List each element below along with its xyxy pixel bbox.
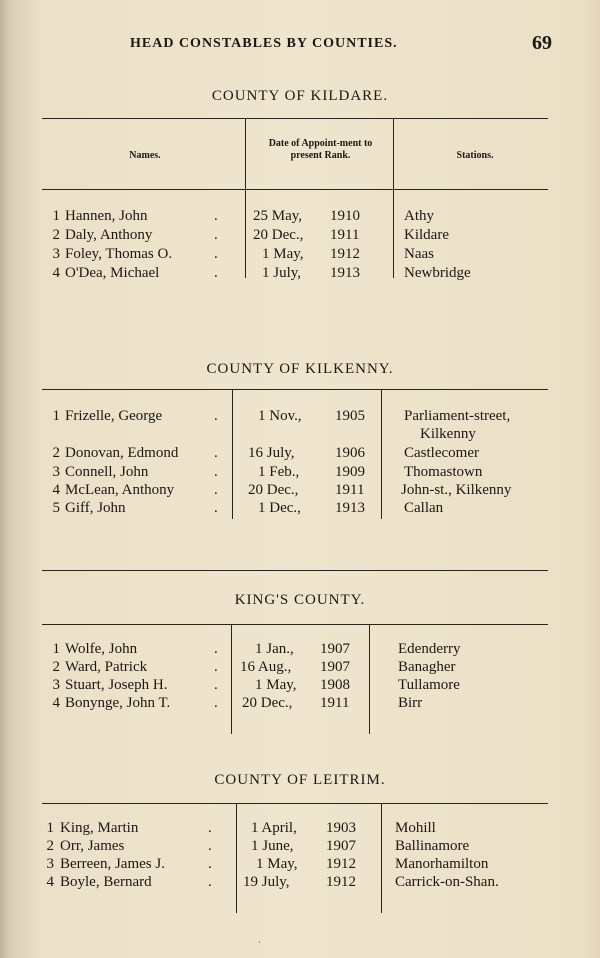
column-header-date: Date of Appoint-ment to present Rank. xyxy=(268,138,373,161)
section-rule xyxy=(42,803,548,804)
table-row: 4 McLean, Anthony . 20 Dec., 1911 John-st., Kilkenny xyxy=(52,482,512,498)
section-rule xyxy=(42,570,548,571)
table-row: 1 Wolfe, John . 1 Jan., 1907 Edenderry xyxy=(52,641,461,657)
table-row: 3 Foley, Thomas O. . 1 May, 1912 Naas xyxy=(52,246,434,262)
table-top-rule xyxy=(42,118,548,119)
page-mark: · xyxy=(258,938,261,947)
table-row: 2 Orr, James . 1 June, 1907 Ballinamore xyxy=(46,838,470,854)
section-title-kings-county: KING'S COUNTY. xyxy=(234,592,366,608)
table-row: 3 Stuart, Joseph H. . 1 May, 1908 Tullamore xyxy=(52,677,460,693)
table-row: 3 Connell, John . 1 Feb., 1909 Thomastown xyxy=(52,464,483,480)
table-row: 2 Donovan, Edmond . 16 July, 1906 Castlecomer xyxy=(52,445,479,461)
table-row: 4 O'Dea, Michael . 1 July, 1913 Newbridge xyxy=(52,265,471,281)
table-row: 1 King, Martin . 1 April, 1903 Mohill xyxy=(46,820,436,836)
table-row: 2 Ward, Patrick . 16 Aug., 1907 Banagher xyxy=(52,659,456,675)
section-rule xyxy=(42,624,548,625)
table-row: 3 Berreen, James J. . 1 May, 1912 Manorhamilton xyxy=(46,856,489,872)
header-bottom-rule xyxy=(42,189,548,190)
table-row: 4 Boyle, Bernard . 19 July, 1912 Carrick-on-Shan. xyxy=(46,874,499,890)
station-continuation: Kilkenny xyxy=(420,426,476,442)
table-row: 4 Bonynge, John T. . 20 Dec., 1911 Birr xyxy=(52,695,423,711)
table-row: 5 Giff, John . 1 Dec., 1913 Callan xyxy=(52,500,444,516)
section-title-kilkenny: COUNTY OF KILKENNY. xyxy=(206,361,394,377)
running-header: HEAD CONSTABLES BY COUNTIES. xyxy=(130,36,398,51)
section-rule xyxy=(42,389,548,390)
table-row: 1 Hannen, John . 25 May, 1910 Athy xyxy=(52,208,434,224)
page-number: 69 xyxy=(532,32,552,54)
table-row: 1 Frizelle, George . 1 Nov., 1905 Parliament-street, xyxy=(52,408,511,424)
section-title-leitrim: COUNTY OF LEITRIM. xyxy=(214,772,386,788)
section-title-kildare: COUNTY OF KILDARE. xyxy=(211,88,389,104)
column-header-names: Names. xyxy=(129,150,161,161)
column-header-stations: Stations. xyxy=(456,150,494,161)
table-row: 2 Daly, Anthony . 20 Dec., 1911 Kildare xyxy=(52,227,449,243)
